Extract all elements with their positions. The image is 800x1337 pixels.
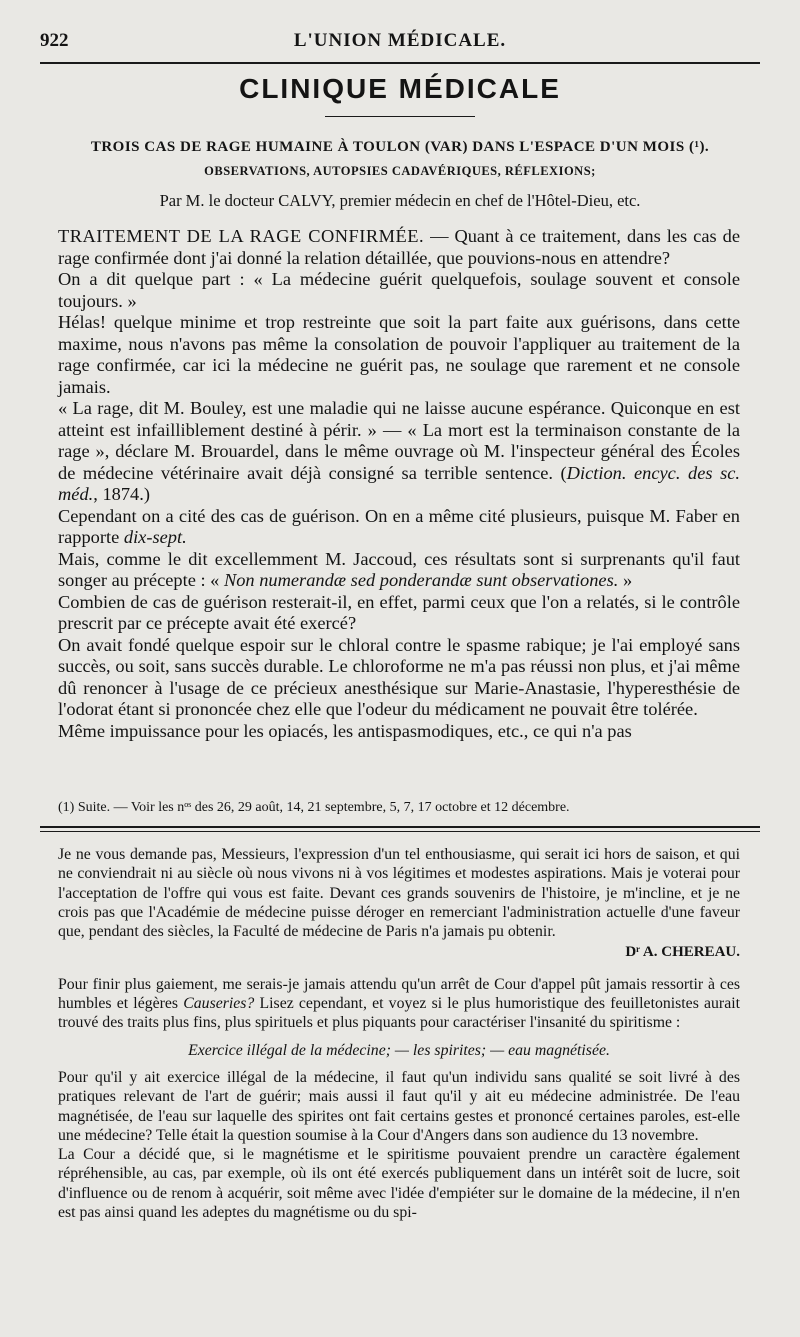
page-header bbox=[40, 30, 760, 56]
paragraph: « La rage, dit M. Bouley, est une maladie qui ne laisse aucune espérance. Quiconque en est atteint est infailliblement destiné à périr. » — « La mort est la terminaison constante de la rage », déclare M. Brouardel, dans le même ouvrage où M. l'inspecteur général des Écoles de médecine vétérinaire avait déjà consigné sa terrible sentence. (Diction. encyc. des sc. méd., 1874.) bbox=[58, 398, 740, 504]
page-number: 922 bbox=[40, 30, 69, 51]
section-underline bbox=[325, 116, 475, 117]
paragraph: Pour qu'il y ait exercice illégal de la médecine, il faut qu'un individu sans qualité se soit livré à des pratiques relevant de l'art de guérir; mais aussi il faut qu'il y ait eu médecine administrée. De l'eau magnétisée, de l'eau sur laquelle des spirites ont fait certains gestes et prononcé certaines paroles, est-elle une médecine? Telle était la question soumise à la Cour d'Angers dans son audience du 13 novembre. bbox=[58, 1068, 740, 1144]
footnote: (1) Suite. — Voir les nᵒˢ des 26, 29 août, 14, 21 septembre, 5, 7, 17 octobre et 12 décembre. bbox=[58, 800, 570, 815]
article-subtitle: OBSERVATIONS, AUTOPSIES CADAVÉRIQUES, RÉFLEXIONS; bbox=[204, 164, 596, 178]
paragraph: Cependant on a cité des cas de guérison. On en a même cité plusieurs, puisque M. Faber en rapporte dix-sept. bbox=[58, 505, 740, 547]
paragraph: Pour finir plus gaiement, me serais-je jamais attendu qu'un arrêt de Cour d'appel pût jamais ressortir à ces humbles et légères Causeries? Lisez cependant, et voyez si le plus humoristique des feuilletonistes aurait trouvé des traits plus fins, plus spirituels et plus piquants pour caractériser l'insanité du spiritisme : bbox=[58, 975, 740, 1032]
paragraph: TRAITEMENT DE LA RAGE CONFIRMÉE. — Quant à ce traitement, dans les cas de rage confirmée dont j'ai donné la relation détaillée, que pouvions-nous en attendre? bbox=[58, 226, 740, 268]
feuilleton-rule-bottom bbox=[40, 831, 760, 832]
latin-quote: Non numerandæ sed ponderandæ sunt observationes. bbox=[223, 570, 619, 590]
paragraph: Hélas! quelque minime et trop restreinte que soit la part faite aux guérisons, dans cette maxime, nous n'avons pas même la consolation de pouvoir l'appliquer au traitement de la rage confirmée, car ici la médecine ne guérit pas, ne soulage que rarement et ne console jamais. bbox=[58, 312, 740, 397]
article-title: TROIS CAS DE RAGE HUMAINE À TOULON (VAR) DANS L'ESPACE D'UN MOIS (¹). bbox=[90, 139, 710, 155]
paragraph: Même impuissance pour les opiacés, les antispasmodiques, etc., ce qui n'a pas bbox=[58, 720, 632, 741]
paragraph: On a dit quelque part : « La médecine guérit quelquefois, soulage souvent et console toujours. » bbox=[58, 269, 740, 311]
header-rule bbox=[40, 62, 760, 64]
paragraph: Mais, comme le dit excellemment M. Jaccoud, ces résultats sont si surprenants qu'il faut songer au précepte : « Non numerandæ sed ponderandæ sunt observationes. » bbox=[58, 548, 740, 590]
paragraph: La Cour a décidé que, si le magnétisme et le spiritisme pouvaient prendre un caractère également répréhensible, au cas, par exemple, où ils ont été exercés publiquement dans un intérêt soit de lucre, soit d'influence ou de renom à acquérir, soit même avec l'idée d'empiéter sur le domaine de la médecine, il n'en est pas ainsi quand les adeptes du magnétisme ou du spi- bbox=[58, 1146, 740, 1222]
paragraph: On avait fondé quelque espoir sur le chloral contre le spasme rabique; je l'ai employé sans succès, ou soit, sans succès durable. Le chloroforme ne m'a pas réussi non plus, et j'ai même dû renoncer à l'usage de ce précieux anesthésique sur Marie-Anastasie, l'hyperesthésie de l'odorat étant si prononcée chez elle que l'odeur du médicament ne pouvait être tolérée. bbox=[58, 634, 740, 719]
paragraph: Je ne vous demande pas, Messieurs, l'expression d'un tel enthousiasme, qui serait ici hors de saison, et qui ne conviendrait ni au siècle où nous vivons ni à vos légitimes et modestes aspirations. Mais je voterai pour l'acceptation de l'offre qui vous est faite. Devant ces grands souvenirs de l'histoire, je m'incline, et je ne crois pas que l'Académie de médecine puisse déroger en remerciant l'administration actuelle d'une faveur que, pendant des siècles, la Faculté de médecine de Paris n'a jamais pu obtenir. bbox=[58, 846, 740, 941]
section-title: CLINIQUE MÉDICALE bbox=[239, 73, 561, 104]
citation: Diction. encyc. des sc. méd. bbox=[58, 462, 740, 504]
section-heading: Exercice illégal de la médecine; — les spirites; — eau magnétisée. bbox=[188, 1041, 610, 1059]
signature: Dʳ A. CHEREAU. bbox=[625, 944, 740, 961]
running-title: L'UNION MÉDICALE. bbox=[293, 30, 507, 51]
article-body bbox=[58, 226, 740, 742]
feuilleton-body bbox=[58, 845, 740, 1222]
paragraph-lead: TRAITEMENT DE LA RAGE CONFIRMÉE. bbox=[58, 226, 425, 246]
paragraph: Combien de cas de guérison resterait-il, en effet, parmi ceux que l'on a relatés, si le contrôle prescrit par ce précepte avait été exercé? bbox=[58, 591, 740, 633]
feuilleton-rule-top bbox=[40, 826, 760, 828]
article-byline: Par M. le docteur CALVY, premier médecin en chef de l'Hôtel-Dieu, etc. bbox=[159, 191, 641, 210]
